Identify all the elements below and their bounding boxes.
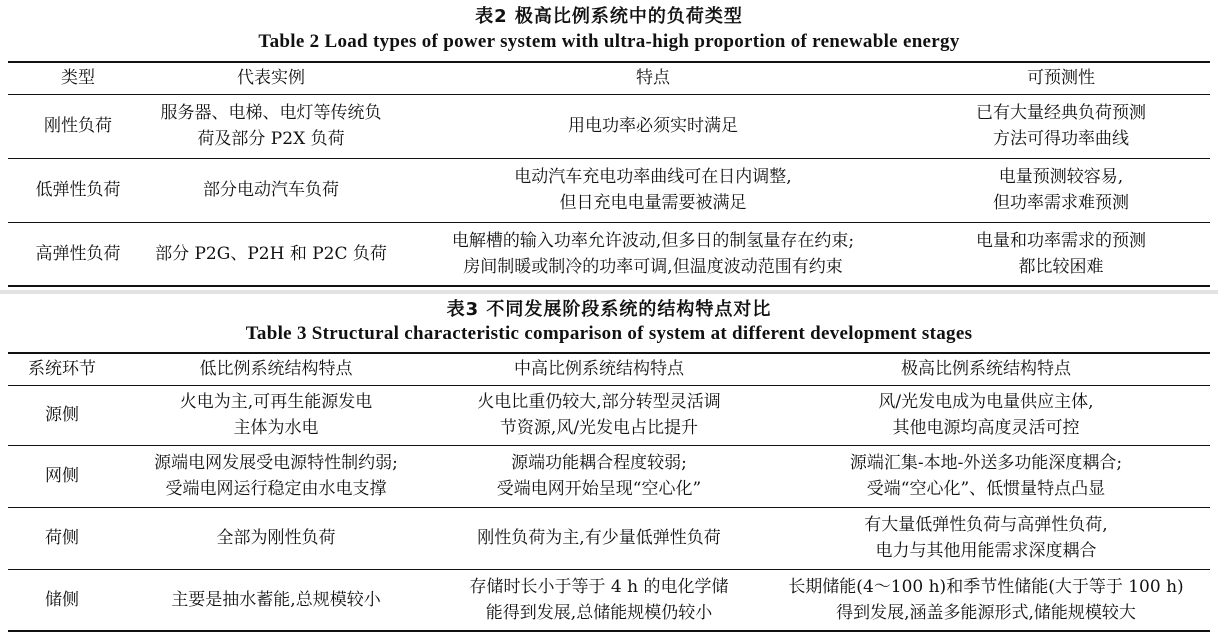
table2-row bbox=[8, 94, 1210, 158]
table2-header-example: 代表实例 bbox=[148, 62, 394, 94]
cell-text-line: 源端功能耦合程度较弱; bbox=[511, 453, 687, 473]
table3-cell-high bbox=[762, 445, 1210, 507]
table3-cell-segment bbox=[8, 507, 116, 569]
cell-text-line: 电量预测较容易, bbox=[998, 167, 1124, 187]
cell-text-line: 源端汇集-本地-外送多功能深度耦合; bbox=[849, 453, 1123, 473]
table2-cell-predictability bbox=[912, 94, 1210, 158]
table2-caption-cn: 表2 极高比例系统中的负荷类型 bbox=[475, 6, 743, 27]
cell-text-line: 服务器、电梯、电灯等传统负 bbox=[160, 103, 382, 123]
table3-row bbox=[8, 445, 1210, 507]
table3-cell-mid bbox=[436, 507, 762, 569]
table2-caption-en: Table 2 Load types of power system with ultra-high proportion of renewable energy bbox=[258, 31, 960, 52]
cell-text-line: 得到发展,涵盖多能源形式,储能规模较大 bbox=[836, 602, 1136, 623]
table3-cell-high bbox=[762, 507, 1210, 569]
cell-text-line: 高弹性负荷 bbox=[35, 243, 121, 264]
table3-caption-cn: 表3 不同发展阶段系统的结构特点对比 bbox=[446, 299, 772, 320]
cell-text-line: 电力与其他用能需求深度耦合 bbox=[875, 541, 1097, 561]
table3-row bbox=[8, 385, 1210, 445]
table2-cell-type bbox=[8, 158, 148, 222]
cell-text-line: 受端电网开始呈现“空心化” bbox=[496, 479, 702, 499]
table2-cell-feature bbox=[394, 158, 912, 222]
cell-text-line: 部分 P2G、P2H 和 P2C 负荷 bbox=[155, 243, 387, 264]
table2-row bbox=[8, 222, 1210, 286]
page-break-divider bbox=[0, 290, 1218, 294]
cell-text-line: 源侧 bbox=[45, 405, 79, 425]
cell-text-line: 全部为刚性负荷 bbox=[216, 528, 336, 548]
cell-text-line: 其他电源均高度灵活可控 bbox=[892, 418, 1080, 438]
table3-header-segment: 系统环节 bbox=[8, 353, 116, 385]
cell-text-line: 刚性负荷为主,有少量低弹性负荷 bbox=[477, 528, 721, 548]
table3-cell-mid bbox=[436, 445, 762, 507]
table3-row bbox=[8, 507, 1210, 569]
table2-cell-feature bbox=[394, 94, 912, 158]
table2-cell-example bbox=[148, 158, 394, 222]
table3-cell-high bbox=[762, 569, 1210, 631]
cell-text-line: 用电功率必须实时满足 bbox=[568, 116, 738, 136]
cell-text-line: 已有大量经典负荷预测 bbox=[976, 103, 1146, 123]
table2-row bbox=[8, 158, 1210, 222]
cell-text-line: 受端电网运行稳定由水电支撑 bbox=[165, 479, 387, 499]
cell-text-line: 有大量低弹性负荷与高弹性负荷, bbox=[864, 515, 1108, 535]
table3-cell-low bbox=[116, 385, 436, 445]
table3-cell-segment bbox=[8, 445, 116, 507]
cell-text-line: 主体为水电 bbox=[233, 418, 319, 438]
cell-text-line: 但日充电电量需要被满足 bbox=[559, 193, 747, 213]
cell-text-line: 电量和功率需求的预测 bbox=[976, 230, 1146, 251]
table2-cell-predictability bbox=[912, 158, 1210, 222]
cell-text-line: 低弹性负荷 bbox=[35, 180, 121, 200]
table3-header-low: 低比例系统结构特点 bbox=[116, 353, 436, 385]
cell-text-line: 火电比重仍较大,部分转型灵活调 bbox=[477, 392, 721, 412]
cell-text-line: 主要是抽水蓄能,总规模较小 bbox=[171, 589, 381, 610]
table2-header-predictability: 可预测性 bbox=[912, 62, 1210, 94]
table3-header-high: 极高比例系统结构特点 bbox=[762, 353, 1210, 385]
table2-cell-example bbox=[148, 94, 394, 158]
table3-cell-low bbox=[116, 445, 436, 507]
cell-text-line: 都比较困难 bbox=[1018, 256, 1104, 277]
table3-cell-high bbox=[762, 385, 1210, 445]
table2-cell-feature bbox=[394, 222, 912, 286]
cell-text-line: 储侧 bbox=[45, 589, 79, 610]
table2-cell-type bbox=[8, 222, 148, 286]
table3-header-row bbox=[8, 353, 1210, 385]
cell-text-line: 源端电网发展受电源特性制约弱; bbox=[154, 453, 398, 473]
table3-cell-low bbox=[116, 569, 436, 631]
cell-text-line: 但功率需求难预测 bbox=[993, 193, 1129, 213]
cell-text-line: 房间制暖或制冷的功率可调,但温度波动范围有约束 bbox=[463, 256, 843, 277]
cell-text-line: 风/光发电成为电量供应主体, bbox=[878, 392, 1094, 412]
table3 bbox=[8, 352, 1210, 632]
cell-text-line: 存储时长小于等于 4 h 的电化学储 bbox=[469, 576, 729, 597]
table3-cell-segment bbox=[8, 569, 116, 631]
table2-cell-type bbox=[8, 94, 148, 158]
table3-caption-en: Table 3 Structural characteristic comparison of system at different development stages bbox=[245, 323, 973, 344]
table3-row bbox=[8, 569, 1210, 631]
cell-text-line: 受端“空心化”、低惯量特点凸显 bbox=[866, 479, 1106, 499]
table2-header-row bbox=[8, 62, 1210, 94]
cell-text-line: 网侧 bbox=[45, 466, 79, 486]
table3-cell-mid bbox=[436, 385, 762, 445]
cell-text-line: 方法可得功率曲线 bbox=[993, 129, 1129, 149]
table2-cell-example bbox=[148, 222, 394, 286]
cell-text-line: 长期储能(4～100 h)和季节性储能(大于等于 100 h) bbox=[788, 576, 1184, 597]
table2-header-feature: 特点 bbox=[394, 62, 912, 94]
table2 bbox=[8, 61, 1210, 287]
cell-text-line: 电动汽车充电功率曲线可在日内调整, bbox=[514, 167, 792, 187]
cell-text-line: 刚性负荷 bbox=[44, 116, 112, 136]
table3-cell-segment bbox=[8, 385, 116, 445]
cell-text-line: 荷侧 bbox=[45, 528, 79, 548]
table3-cell-mid bbox=[436, 569, 762, 631]
cell-text-line: 电解槽的输入功率允许波动,但多日的制氢量存在约束; bbox=[451, 230, 855, 251]
table2-header-type: 类型 bbox=[8, 62, 148, 94]
table3-cell-low bbox=[116, 507, 436, 569]
table3-header-mid: 中高比例系统结构特点 bbox=[436, 353, 762, 385]
cell-text-line: 部分电动汽车负荷 bbox=[203, 180, 339, 200]
cell-text-line: 能得到发展,总储能规模仍较小 bbox=[485, 602, 713, 623]
cell-text-line: 荷及部分 P2X 负荷 bbox=[197, 129, 345, 149]
table2-cell-predictability bbox=[912, 222, 1210, 286]
cell-text-line: 节资源,风/光发电占比提升 bbox=[499, 418, 699, 438]
cell-text-line: 火电为主,可再生能源发电 bbox=[179, 392, 373, 412]
